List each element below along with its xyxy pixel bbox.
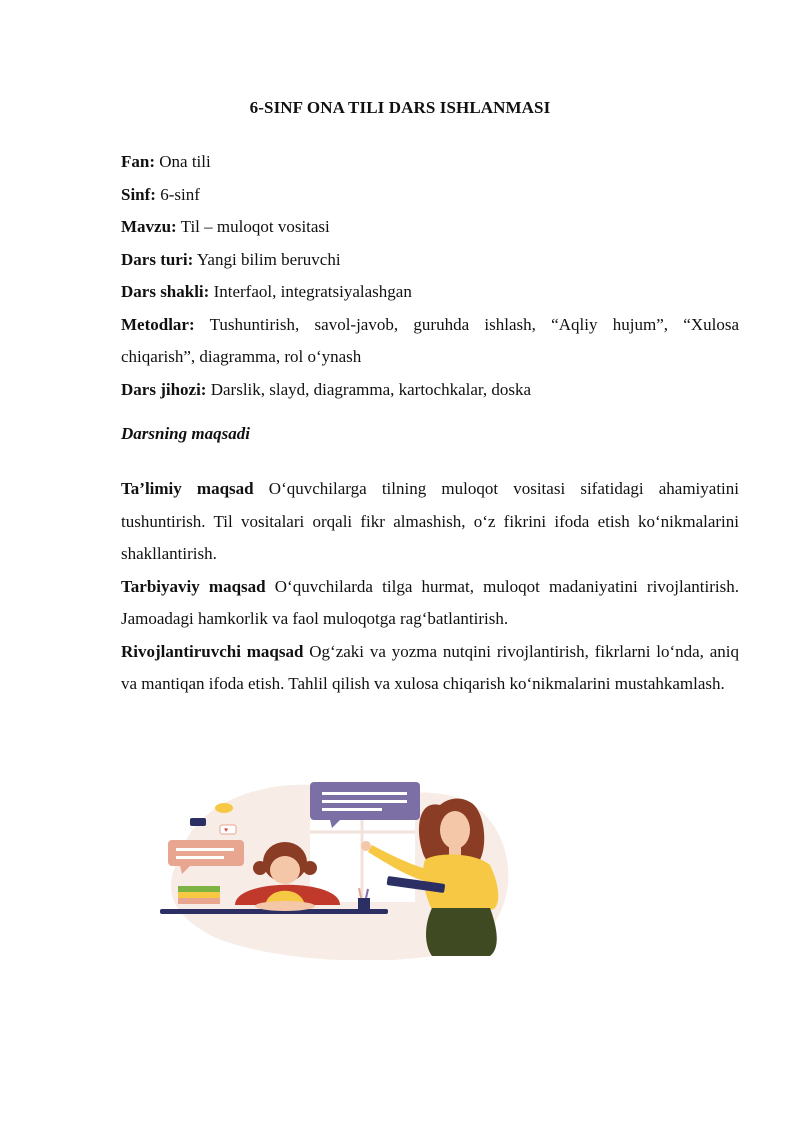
meta-dars-shakli	[121, 276, 739, 309]
meta-sinf-label: Sinf:	[121, 184, 156, 204]
meta-dars-shakli-value: Interfaol, integratsiyalashgan	[213, 282, 412, 301]
pencil-cup	[358, 898, 370, 910]
lesson-meta	[121, 146, 739, 406]
goal-rivojlantiruvchi	[121, 636, 739, 701]
meta-mavzu-value: Til – muloqot vositasi	[180, 217, 330, 236]
goal-rivojlantiruvchi-text: Og‘zaki va yozma nutqini rivojlantirish, fikrlarni lo‘nda, aniq va mantiqan ifoda etish. Tahlil qilish va xulosa chiqarish ko‘nikmalarini mustahkamlash.	[121, 641, 740, 693]
meta-dars-jihozi-label: Dars jihozi:	[121, 379, 207, 399]
meta-dars-turi	[121, 244, 739, 277]
books	[178, 886, 220, 892]
meta-fan-label: Fan:	[121, 152, 155, 171]
goal-rivojlantiruvchi-label: Rivojlantiruvchi maqsad	[121, 641, 304, 661]
goal-talimiy-text: O‘quvchilarga tilning muloqot vositasi sifatidagi ahamiyatini tushuntirish. Til vositalari orqali fikr almashish, o‘z fikrini ifoda etish ko‘nikmalarini shakllantirish.	[121, 479, 739, 563]
small-bubble-navy	[190, 818, 206, 826]
meta-dars-shakli-label: Dars shakli:	[121, 282, 210, 301]
page-title: 6-SINF ONA TILI DARS ISHLANMASI	[249, 98, 551, 117]
student-face	[270, 856, 300, 884]
goal-tarbiyaviy-label: Tarbiyaviy maqsad	[121, 576, 266, 596]
goal-talimiy	[121, 473, 739, 571]
meta-metodlar	[121, 309, 739, 374]
meta-sinf	[121, 179, 739, 212]
meta-dars-jihozi-value: Darslik, slayd, diagramma, kartochkalar, doska	[210, 379, 532, 399]
meta-mavzu	[121, 211, 739, 244]
meta-dars-turi-label: Dars turi:	[121, 249, 194, 269]
meta-dars-turi-value: Yangi bilim beruvchi	[196, 249, 341, 269]
teacher-student-illustration-icon	[140, 770, 540, 960]
meta-sinf-value: 6-sinf	[160, 184, 200, 204]
goal-tarbiyaviy-text: O‘quvchilarda tilga hurmat, muloqot madaniyatini rivojlantirish. Jamoadagi hamkorlik va faol muloqotga rag‘batlantirish.	[121, 576, 739, 628]
meta-dars-jihozi	[121, 374, 739, 407]
svg-text:♥: ♥	[224, 826, 229, 834]
lesson-goals	[121, 473, 739, 701]
meta-fan	[121, 146, 739, 179]
section-heading: Darsning maqsadi	[121, 424, 250, 443]
teacher-skirt	[426, 908, 497, 956]
meta-mavzu-label: Mavzu:	[121, 217, 177, 236]
teacher-sweater	[423, 855, 498, 910]
goal-tarbiyaviy	[121, 571, 739, 636]
small-bubble-yellow	[215, 803, 233, 813]
goal-talimiy-label: Ta’limiy maqsad	[121, 479, 254, 498]
meta-fan-value: Ona tili	[159, 152, 211, 171]
meta-metodlar-value: Tushuntirish, savol-javob, guruhda ishlash, “Aqliy hujum”, “Xulosa chiqarish”, diagramma, rol o‘ynash	[121, 314, 739, 366]
speech-bubble-salmon	[168, 840, 244, 866]
meta-metodlar-label: Metodlar:	[121, 314, 195, 334]
teacher-face	[440, 811, 470, 849]
